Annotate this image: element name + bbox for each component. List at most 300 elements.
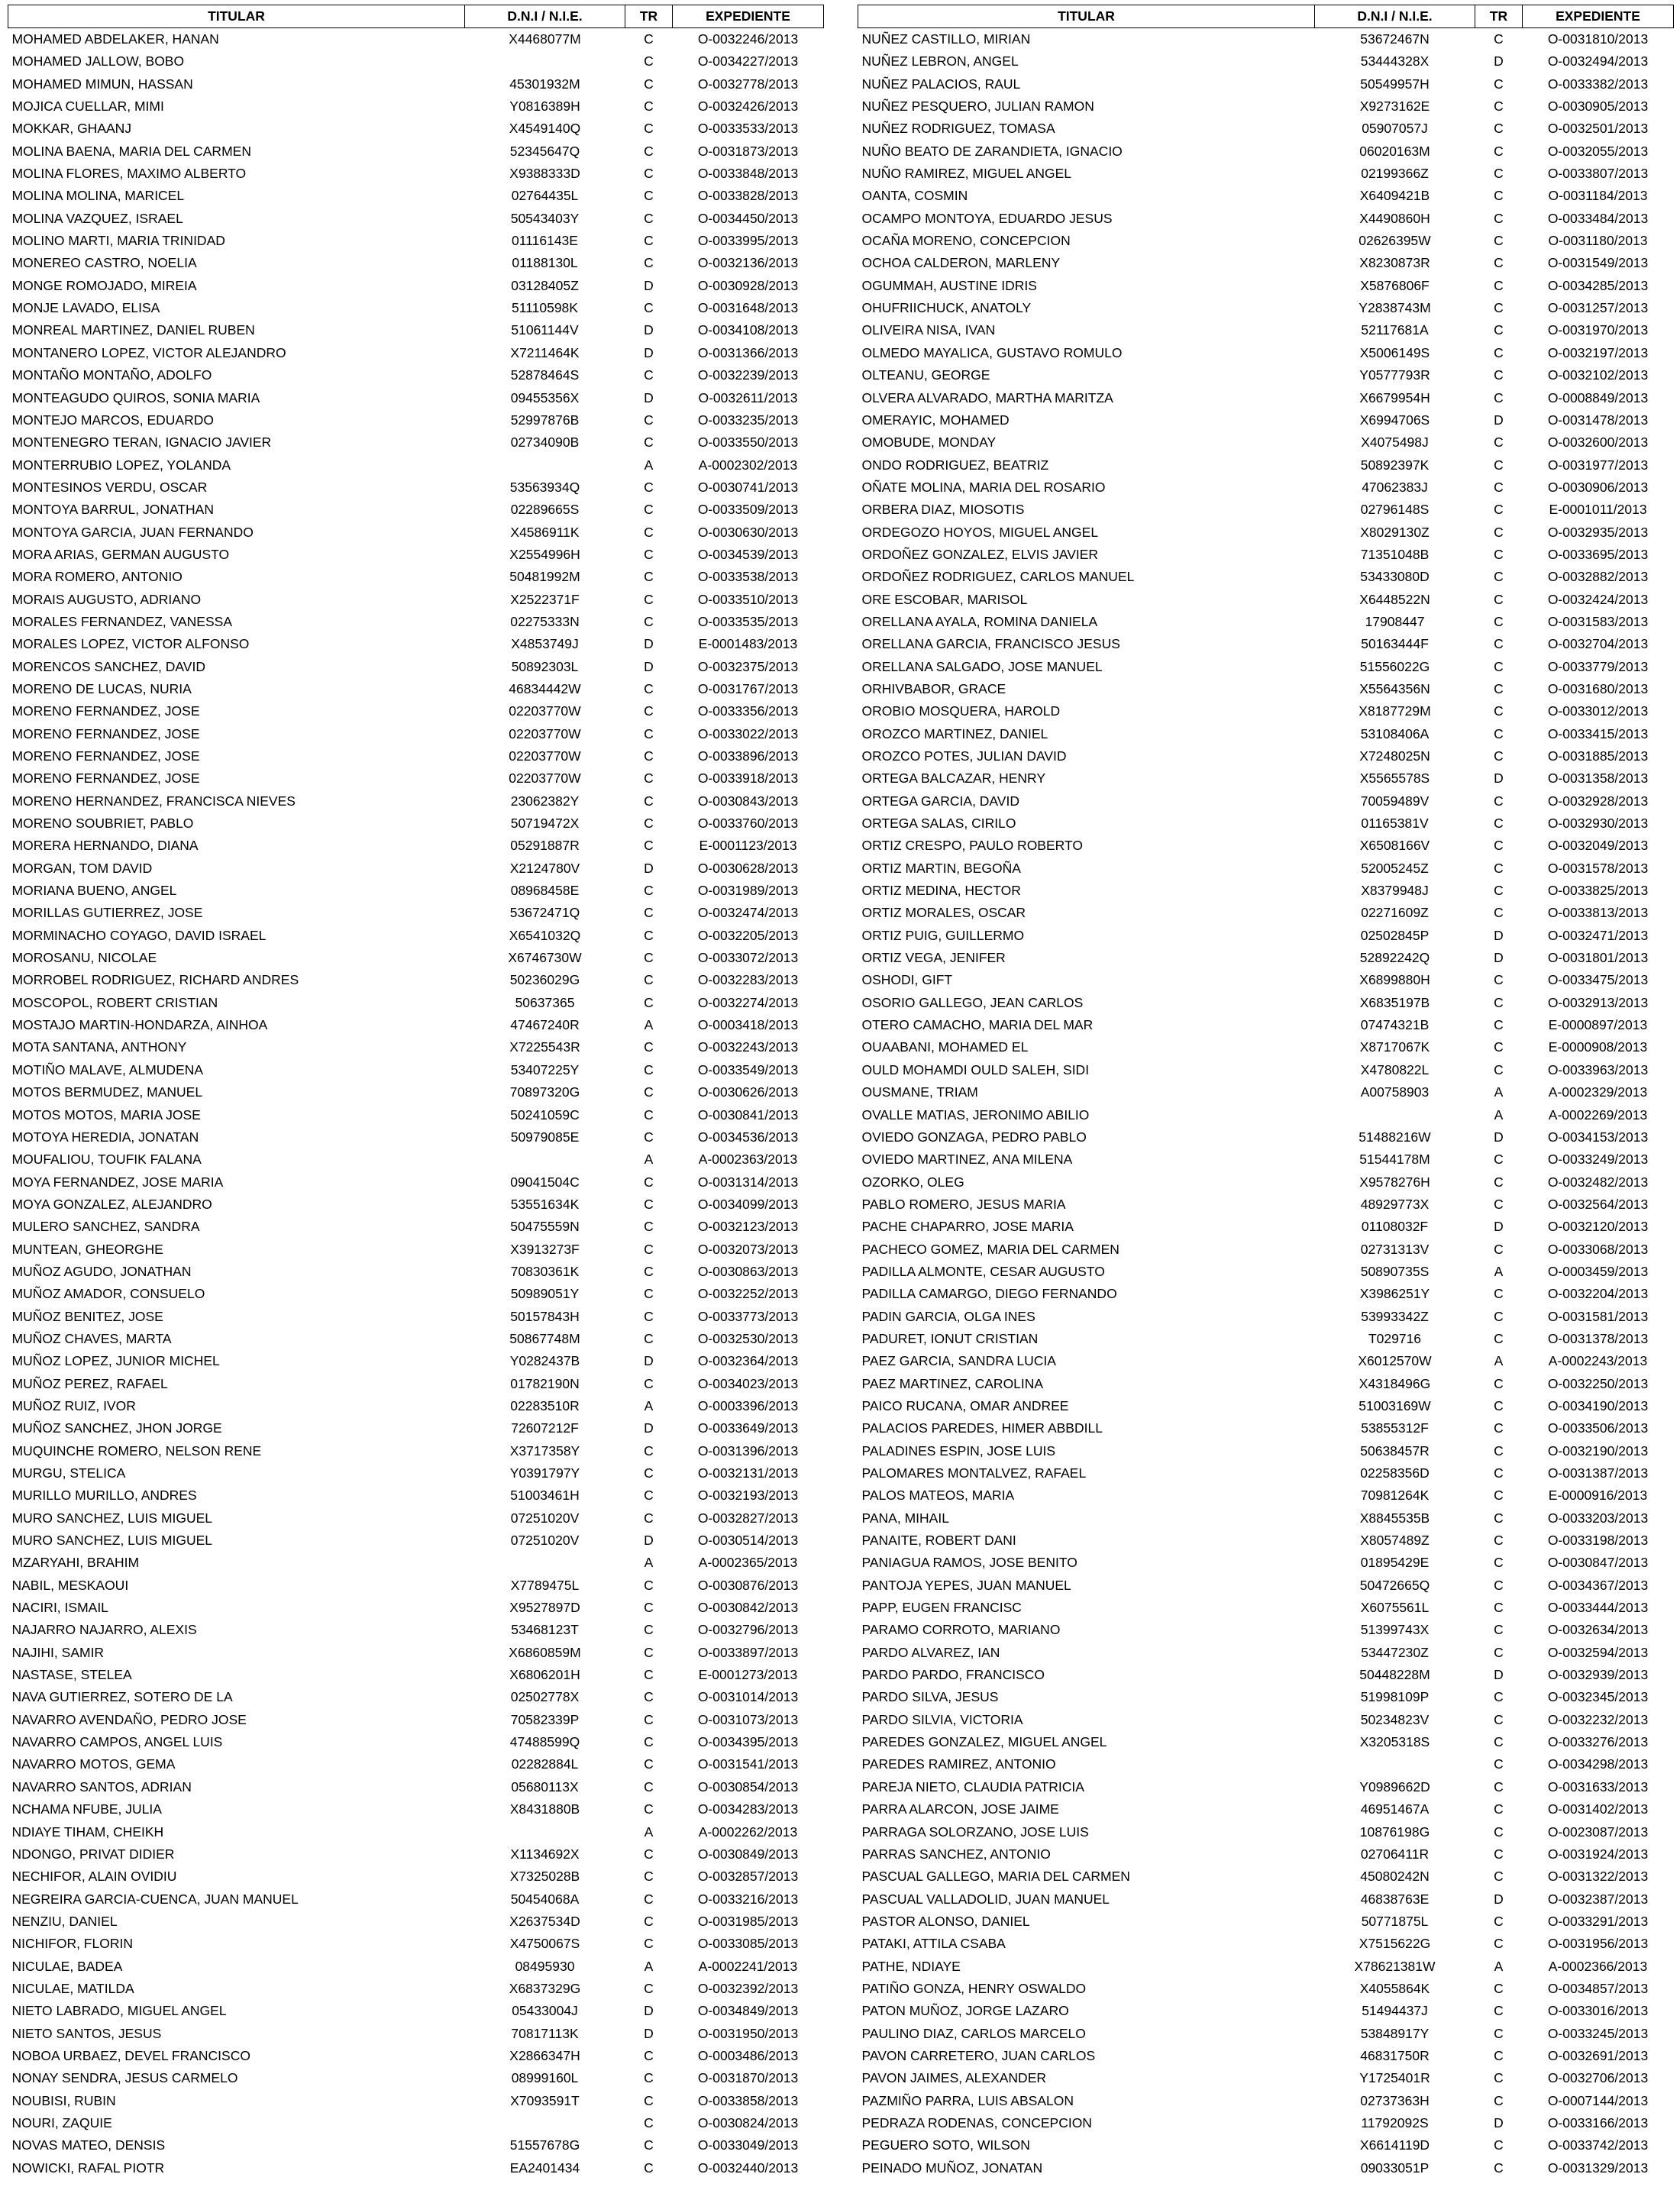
dni-nie-cell: T029716 xyxy=(1368,1330,1422,1346)
titular-cell: MULERO SANCHEZ, SANDRA xyxy=(11,1219,200,1235)
tr-cell: C xyxy=(1494,1913,1504,1929)
titular-cell: MOYA FERNANDEZ, JOSE MARIA xyxy=(11,1174,224,1190)
table-row xyxy=(8,1328,824,1350)
tr-cell: C xyxy=(644,1711,654,1727)
dni-nie-cell: 51556022G xyxy=(1359,658,1430,674)
tr-cell: C xyxy=(644,1061,654,1077)
dni-nie-cell: X5876806F xyxy=(1360,277,1430,293)
table-row xyxy=(858,1104,1674,1126)
table-row xyxy=(8,947,824,969)
expediente-cell: O-0032274/2013 xyxy=(697,994,799,1010)
tr-cell: C xyxy=(644,972,654,988)
dni-nie-cell: X6837329G xyxy=(509,1980,581,1996)
table-row xyxy=(858,230,1674,252)
tr-cell: C xyxy=(644,950,654,966)
tr-cell: C xyxy=(1494,1196,1504,1212)
table-row xyxy=(8,611,824,633)
expediente-cell: O-0034023/2013 xyxy=(697,1375,799,1391)
tr-cell: C xyxy=(1494,300,1504,316)
dni-nie-cell: X4490860H xyxy=(1359,210,1430,226)
expediente-cell: O-0034190/2013 xyxy=(1547,1397,1649,1413)
titular-cell: MUÑOZ PEREZ, RAFAEL xyxy=(11,1375,168,1391)
expediente-cell: O-0032055/2013 xyxy=(1547,143,1649,159)
expediente-cell: O-0031873/2013 xyxy=(697,143,799,159)
table-row xyxy=(8,2090,824,2112)
table-row xyxy=(8,1081,824,1103)
expediente-cell: O-0030842/2013 xyxy=(697,1600,799,1616)
titular-cell: OVALLE MATIAS, JERONIMO ABILIO xyxy=(861,1106,1090,1123)
dni-nie-cell: X8379948J xyxy=(1361,883,1429,899)
expediente-cell: O-0032882/2013 xyxy=(1547,569,1649,585)
tr-cell: C xyxy=(644,1129,654,1145)
table-row xyxy=(858,678,1674,700)
expediente-cell: O-0003418/2013 xyxy=(697,1017,799,1033)
titular-cell: MONREAL MARTINEZ, DANIEL RUBEN xyxy=(11,322,255,338)
dni-nie-cell: X4750067S xyxy=(509,1936,580,1952)
tr-cell: C xyxy=(644,1330,654,1346)
table-row xyxy=(8,858,824,880)
titular-cell: MOUFALIOU, TOUFIK FALANA xyxy=(11,1152,202,1168)
dni-nie-cell: 09041504C xyxy=(510,1174,580,1190)
dni-nie-cell: 17908447 xyxy=(1365,613,1425,629)
dni-nie-cell: 50157843H xyxy=(510,1308,580,1324)
tr-cell: C xyxy=(1494,1980,1504,1996)
dni-nie-cell: 53672467N xyxy=(1360,31,1430,47)
expediente-cell: O-0031648/2013 xyxy=(697,300,799,316)
dni-nie-cell xyxy=(465,50,625,73)
titular-cell: MOTOYA HEREDIA, JONATAN xyxy=(11,1129,199,1145)
titular-cell: MORALES FERNANDEZ, VANESSA xyxy=(11,613,232,629)
tr-cell: C xyxy=(1494,479,1504,495)
dni-nie-cell: Y0577793R xyxy=(1359,367,1430,383)
dni-nie-cell: X4468077M xyxy=(509,31,581,47)
table-row xyxy=(858,1126,1674,1148)
dni-nie-cell: 52117681A xyxy=(1361,322,1429,338)
table-row xyxy=(858,1911,1674,1933)
tr-cell: A xyxy=(1494,1353,1504,1369)
expediente-cell: O-0033198/2013 xyxy=(1547,1533,1649,1549)
dni-nie-cell: X6075561L xyxy=(1360,1600,1430,1616)
table-row xyxy=(858,28,1674,51)
dni-nie-cell: 70582339P xyxy=(510,1711,580,1727)
table-row xyxy=(8,1216,824,1238)
expediente-cell: O-0031378/2013 xyxy=(1547,1330,1649,1346)
titular-cell: ORHIVBABOR, GRACE xyxy=(861,680,1006,696)
tr-cell: C xyxy=(644,1465,654,1481)
expediente-cell: O-0033510/2013 xyxy=(697,591,799,607)
expediente-cell: O-0030876/2013 xyxy=(697,1577,799,1593)
titular-cell: PABLO ROMERO, JESUS MARIA xyxy=(861,1196,1066,1212)
titular-cell: NIETO LABRADO, MIGUEL ANGEL xyxy=(11,2003,227,2019)
dni-nie-cell xyxy=(465,1821,625,1843)
titular-cell: MURO SANCHEZ, LUIS MIGUEL xyxy=(11,1510,213,1526)
expediente-cell: O-0032530/2013 xyxy=(697,1330,799,1346)
table-row xyxy=(8,1686,824,1708)
titular-cell: NOURI, ZAQUIE xyxy=(11,2114,112,2130)
table-row xyxy=(8,1373,824,1395)
titular-cell: PEGUERO SOTO, WILSON xyxy=(861,2137,1030,2153)
titular-cell: NUÑEZ LEBRON, ANGEL xyxy=(861,53,1019,69)
dni-nie-cell: 70897320G xyxy=(509,1084,580,1100)
table-row xyxy=(858,1261,1674,1283)
dni-nie-cell: 50890735S xyxy=(1360,1263,1430,1279)
titular-cell: NUÑEZ CASTILLO, MIRIAN xyxy=(861,31,1031,47)
dni-nie-cell xyxy=(465,1552,625,1574)
titular-cell: OHUFRIICHUCK, ANATOLY xyxy=(861,300,1032,316)
expediente-cell: E-0000897/2013 xyxy=(1548,1017,1648,1033)
table-row xyxy=(858,118,1674,140)
table-row xyxy=(8,1350,824,1372)
tr-cell: C xyxy=(1494,569,1504,585)
dni-nie-cell: 02258356D xyxy=(1360,1465,1430,1481)
expediente-cell: O-0032232/2013 xyxy=(1547,1711,1649,1727)
expediente-cell: E-0000916/2013 xyxy=(1548,1488,1648,1504)
titular-cell: ONDO RODRIGUEZ, BEATRIZ xyxy=(861,457,1049,473)
expediente-cell: O-0031257/2013 xyxy=(1547,300,1649,316)
tr-cell: C xyxy=(644,770,654,787)
expediente-cell: O-0030630/2013 xyxy=(697,524,799,540)
tr-cell: C xyxy=(1494,613,1504,629)
tr-cell: D xyxy=(644,344,654,360)
dni-nie-cell: 53855312F xyxy=(1361,1420,1429,1436)
expediente-cell: O-0030847/2013 xyxy=(1547,1555,1649,1571)
dni-nie-cell: 47062383J xyxy=(1362,479,1428,495)
tr-cell: C xyxy=(1494,99,1504,115)
titular-cell: ORTIZ PUIG, GUILLERMO xyxy=(861,927,1025,943)
expediente-cell: O-0033415/2013 xyxy=(1547,725,1649,741)
listing-table-left xyxy=(8,5,824,2179)
tr-cell: C xyxy=(1494,748,1504,764)
table-row xyxy=(8,73,824,95)
expediente-cell: O-0033533/2013 xyxy=(697,121,799,137)
titular-cell: MOLINA MOLINA, MARICEL xyxy=(11,188,185,204)
titular-cell: MOHAMED MIMUN, HASSAN xyxy=(11,76,193,92)
tr-cell: D xyxy=(644,1353,654,1369)
dni-nie-cell: X9388333D xyxy=(509,166,580,182)
dni-nie-cell: 50771875L xyxy=(1361,1913,1429,1929)
header-tr: TR xyxy=(1475,5,1523,28)
titular-cell: MOTOS BERMUDEZ, MANUEL xyxy=(11,1084,203,1100)
titular-cell: MOTOS MOTOS, MARIA JOSE xyxy=(11,1106,201,1123)
titular-cell: MOLINA VAZQUEZ, ISRAEL xyxy=(11,210,183,226)
titular-cell: MORENO FERNANDEZ, JOSE xyxy=(11,770,200,787)
titular-cell: PARAMO CORROTO, MARIANO xyxy=(861,1622,1061,1638)
tr-cell: C xyxy=(644,53,654,69)
dni-nie-cell: 52997876B xyxy=(510,412,580,428)
dni-nie-cell: X8717067K xyxy=(1359,1039,1430,1055)
tr-cell: C xyxy=(644,1622,654,1638)
dni-nie-cell: X4780822L xyxy=(1360,1061,1430,1077)
tr-cell: A xyxy=(644,1397,654,1413)
tr-cell: C xyxy=(1494,1689,1504,1705)
table-row xyxy=(8,1776,824,1798)
dni-nie-cell: 05291887R xyxy=(510,838,580,854)
tr-cell: C xyxy=(644,233,654,249)
dni-nie-cell: 53468123T xyxy=(511,1622,579,1638)
dni-nie-cell: 11792092S xyxy=(1361,2114,1429,2130)
tr-cell: D xyxy=(644,389,654,405)
dni-nie-cell: X8845535B xyxy=(1359,1510,1430,1526)
header-row xyxy=(8,5,824,28)
dni-nie-cell: X4853749J xyxy=(511,636,579,652)
expediente-cell: O-0031541/2013 xyxy=(697,1756,799,1772)
table-row xyxy=(858,1956,1674,1978)
table-row xyxy=(8,767,824,790)
expediente-cell: O-0034367/2013 xyxy=(1547,1577,1649,1593)
table-row xyxy=(858,723,1674,745)
titular-cell: NASTASE, STELEA xyxy=(11,1667,132,1683)
expediente-cell: O-0032073/2013 xyxy=(697,1241,799,1257)
tr-cell: C xyxy=(1494,1375,1504,1391)
table-row xyxy=(8,476,824,499)
tr-cell: D xyxy=(1494,1129,1504,1145)
table-row xyxy=(858,700,1674,722)
table-row xyxy=(8,208,824,230)
titular-cell: NICULAE, MATILDA xyxy=(11,1980,134,1996)
expediente-cell: O-0032471/2013 xyxy=(1547,927,1649,943)
dni-nie-cell: 53993342Z xyxy=(1361,1308,1429,1324)
expediente-cell: O-0031322/2013 xyxy=(1547,1869,1649,1885)
titular-cell: OUAABANI, MOHAMED EL xyxy=(861,1039,1029,1055)
table-row xyxy=(8,656,824,678)
dni-nie-cell: 50892397K xyxy=(1360,457,1430,473)
dni-nie-cell: 52005245Z xyxy=(1361,860,1429,876)
dni-nie-cell: 72607212F xyxy=(511,1420,579,1436)
table-row xyxy=(858,342,1674,364)
table-row xyxy=(858,902,1674,924)
table-row xyxy=(8,431,824,454)
tr-cell: C xyxy=(644,569,654,585)
dni-nie-cell: 02271609Z xyxy=(1361,905,1429,921)
dni-nie-cell: 02199366Z xyxy=(1361,166,1429,182)
tr-cell: C xyxy=(1494,816,1504,832)
dni-nie-cell: 51003169W xyxy=(1359,1397,1431,1413)
expediente-cell: O-0033848/2013 xyxy=(697,166,799,182)
table-row xyxy=(858,1440,1674,1462)
expediente-cell: O-0032136/2013 xyxy=(697,255,799,271)
titular-cell: OROBIO MOSQUERA, HAROLD xyxy=(861,703,1061,719)
dni-nie-cell: 53563934Q xyxy=(509,479,580,495)
dni-nie-cell: 50638457R xyxy=(1360,1442,1430,1459)
tr-cell: D xyxy=(1494,770,1504,787)
table-row xyxy=(8,2045,824,2067)
dni-nie-cell: 02203770W xyxy=(509,703,581,719)
table-row xyxy=(858,476,1674,499)
dni-nie-cell: 51003461H xyxy=(510,1488,580,1504)
expediente-cell: O-0032691/2013 xyxy=(1547,2047,1649,2063)
table-row xyxy=(858,835,1674,857)
table-row xyxy=(8,544,824,566)
expediente-cell: O-0023087/2013 xyxy=(1547,1824,1649,1840)
titular-cell: MONJE LAVADO, ELISA xyxy=(11,300,160,316)
expediente-cell: O-0034395/2013 xyxy=(697,1734,799,1750)
expediente-cell: O-0033742/2013 xyxy=(1547,2137,1649,2153)
expediente-cell: O-0032197/2013 xyxy=(1547,344,1649,360)
titular-cell: PAEZ MARTINEZ, CAROLINA xyxy=(861,1375,1044,1391)
table-row xyxy=(858,252,1674,274)
table-row xyxy=(8,2134,824,2156)
dni-nie-cell: 51399743X xyxy=(1360,1622,1430,1638)
expediente-cell: A-0002269/2013 xyxy=(1548,1106,1648,1123)
table-row xyxy=(858,1484,1674,1507)
expediente-cell: O-0032611/2013 xyxy=(698,389,798,405)
expediente-cell: O-0008849/2013 xyxy=(1547,389,1649,405)
expediente-cell: O-0032440/2013 xyxy=(697,2160,799,2176)
titular-cell: NENZIU, DANIEL xyxy=(11,1913,118,1929)
table-row xyxy=(858,2000,1674,2022)
dni-nie-cell: X2637534D xyxy=(509,1913,580,1929)
tr-cell: C xyxy=(1494,188,1504,204)
tr-cell: C xyxy=(644,725,654,741)
dni-nie-cell: X6012570W xyxy=(1358,1353,1432,1369)
expediente-cell: O-0030854/2013 xyxy=(697,1778,799,1795)
dni-nie-cell: X7515622G xyxy=(1359,1936,1431,1952)
table-row xyxy=(858,1373,1674,1395)
expediente-cell: O-0034849/2013 xyxy=(697,2003,799,2019)
dni-nie-cell: 47488599Q xyxy=(509,1734,580,1750)
titular-cell: MUÑOZ AMADOR, CONSUELO xyxy=(11,1286,205,1302)
table-row xyxy=(858,1731,1674,1753)
tr-cell: C xyxy=(644,2070,654,2086)
titular-cell: ORTEGA GARCIA, DAVID xyxy=(861,793,1019,809)
table-row xyxy=(8,1664,824,1686)
tr-cell: C xyxy=(1494,972,1504,988)
dni-nie-cell: 02764435L xyxy=(511,188,579,204)
dni-nie-cell: 53407225Y xyxy=(510,1061,580,1077)
table-row xyxy=(858,95,1674,118)
expediente-cell: O-0033695/2013 xyxy=(1547,546,1649,562)
table-row xyxy=(8,1417,824,1439)
dni-nie-cell: 51061144V xyxy=(511,322,579,338)
titular-cell: PALOS MATEOS, MARIA xyxy=(861,1488,1015,1504)
table-row xyxy=(8,1821,824,1843)
tr-cell: C xyxy=(644,1577,654,1593)
titular-cell: PARDO ALVAREZ, IAN xyxy=(861,1644,1000,1660)
dni-nie-cell: 02502845P xyxy=(1360,927,1430,943)
titular-cell: NAVARRO SANTOS, ADRIAN xyxy=(11,1778,192,1795)
table-row xyxy=(8,969,824,991)
dni-nie-cell: 50979085E xyxy=(510,1129,580,1145)
table-row xyxy=(8,700,824,722)
titular-cell: PAREDES RAMIREZ, ANTONIO xyxy=(861,1756,1056,1772)
table-row xyxy=(8,1507,824,1530)
dni-nie-cell: X4075498J xyxy=(1361,434,1429,451)
tr-cell: C xyxy=(644,76,654,92)
expediente-cell: O-0032778/2013 xyxy=(697,76,799,92)
titular-cell: PALACIOS PAREDES, HIMER ABBDILL xyxy=(861,1420,1103,1436)
expediente-cell: O-0032049/2013 xyxy=(1547,838,1649,854)
expediente-cell: O-0033535/2013 xyxy=(697,613,799,629)
dni-nie-cell: 08495930 xyxy=(515,1958,575,1974)
dni-nie-cell: 08968458E xyxy=(510,883,580,899)
tr-cell: C xyxy=(644,994,654,1010)
tr-cell: A xyxy=(644,1824,654,1840)
tr-cell: C xyxy=(1494,1397,1504,1413)
expediente-cell: O-0032704/2013 xyxy=(1547,636,1649,652)
table-row xyxy=(858,1462,1674,1484)
expediente-cell: O-0030863/2013 xyxy=(697,1263,799,1279)
expediente-cell: O-0032426/2013 xyxy=(697,99,799,115)
expediente-cell: O-0033235/2013 xyxy=(697,412,799,428)
titular-cell: ORTIZ VEGA, JENIFER xyxy=(861,950,1006,966)
titular-cell: PARDO SILVA, JESUS xyxy=(861,1689,999,1705)
expediente-cell: O-0033356/2013 xyxy=(697,703,799,719)
table-row xyxy=(858,454,1674,476)
tr-cell: C xyxy=(1494,210,1504,226)
tr-cell: C xyxy=(644,524,654,540)
table-row xyxy=(8,2157,824,2179)
titular-cell: PASCUAL GALLEGO, MARIA DEL CARMEN xyxy=(861,1869,1130,1885)
table-row xyxy=(858,1148,1674,1171)
tr-cell: C xyxy=(1494,2070,1504,2086)
titular-cell: NAVARRO AVENDAÑO, PEDRO JOSE xyxy=(11,1711,247,1727)
tr-cell: A xyxy=(644,1152,654,1168)
table-row xyxy=(858,1753,1674,1775)
header-expediente: EXPEDIENTE xyxy=(1523,5,1674,28)
table-row xyxy=(8,185,824,207)
header-dni-nie: D.N.I / N.I.E. xyxy=(1315,5,1475,28)
table-row xyxy=(858,1507,1674,1530)
tr-cell: C xyxy=(644,1644,654,1660)
titular-cell: OTERO CAMACHO, MARIA DEL MAR xyxy=(861,1017,1094,1033)
expediente-cell: A-0002302/2013 xyxy=(698,457,798,473)
titular-cell: MURGU, STELICA xyxy=(11,1465,126,1481)
titular-cell: NOVAS MATEO, DENSIS xyxy=(11,2137,166,2153)
table-header-right xyxy=(858,5,1674,28)
tr-cell: C xyxy=(1494,546,1504,562)
table-row xyxy=(8,1484,824,1507)
table-row xyxy=(8,342,824,364)
dni-nie-cell: 23062382Y xyxy=(510,793,580,809)
header-tr: TR xyxy=(625,5,673,28)
dni-nie-cell: 45301932M xyxy=(509,76,580,92)
tr-cell: C xyxy=(644,99,654,115)
table-row xyxy=(858,1283,1674,1305)
tr-cell: C xyxy=(644,1801,654,1817)
titular-cell: PADIN GARCIA, OLGA INES xyxy=(861,1308,1035,1324)
table-row xyxy=(8,992,824,1014)
dni-nie-cell: 53672471Q xyxy=(509,905,580,921)
dni-nie-cell: 05680113X xyxy=(511,1778,579,1795)
tr-cell: A xyxy=(644,1017,654,1033)
tr-cell: C xyxy=(1494,1936,1504,1952)
tr-cell: C xyxy=(644,748,654,764)
table-row xyxy=(8,589,824,611)
tr-cell: C xyxy=(1494,1824,1504,1840)
expediente-cell: O-0031578/2013 xyxy=(1547,860,1649,876)
dni-nie-cell: X5565578S xyxy=(1359,770,1430,787)
expediente-cell: O-0003459/2013 xyxy=(1547,1263,1649,1279)
table-row xyxy=(858,1417,1674,1439)
expediente-cell: O-0032634/2013 xyxy=(1547,1622,1649,1638)
dni-nie-cell: 01165381V xyxy=(1361,816,1429,832)
titular-cell: PARDO SILVIA, VICTORIA xyxy=(861,1711,1023,1727)
table-row xyxy=(8,1126,824,1148)
dni-nie-cell: X6541032Q xyxy=(509,927,581,943)
table-row xyxy=(858,544,1674,566)
titular-cell: OROZCO POTES, JULIAN DAVID xyxy=(861,748,1067,764)
table-row xyxy=(8,1798,824,1820)
table-row xyxy=(858,2045,1674,2067)
expediente-cell: O-0032930/2013 xyxy=(1547,816,1649,832)
titular-cell: NAJARRO NAJARRO, ALEXIS xyxy=(11,1622,197,1638)
tr-cell: C xyxy=(1494,1465,1504,1481)
tr-cell: C xyxy=(1494,121,1504,137)
table-row xyxy=(858,1888,1674,1911)
dni-nie-cell: 50989051Y xyxy=(510,1286,580,1302)
tr-cell: C xyxy=(1494,1778,1504,1795)
dni-nie-cell: X9527897D xyxy=(509,1600,580,1616)
